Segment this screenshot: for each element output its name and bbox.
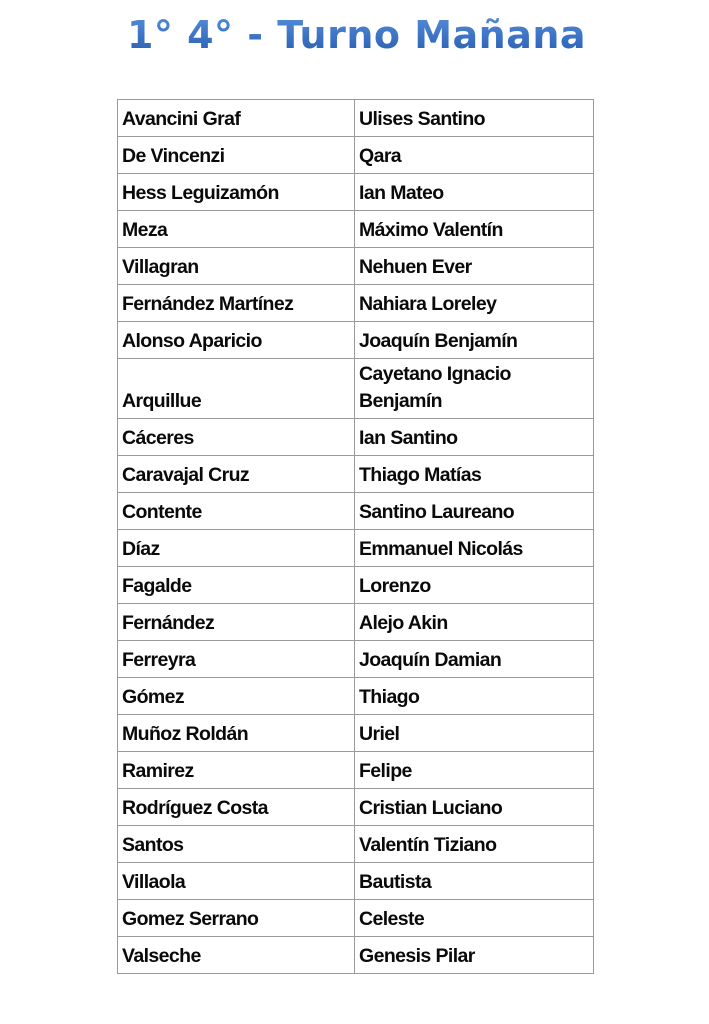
given-name-cell: Celeste bbox=[355, 900, 594, 937]
given-name-cell: Máximo Valentín bbox=[355, 211, 594, 248]
surname-cell: Meza bbox=[118, 211, 355, 248]
given-name-cell: Alejo Akin bbox=[355, 604, 594, 641]
table-row bbox=[118, 493, 594, 530]
surname-cell: Villaola bbox=[118, 863, 355, 900]
table-row bbox=[118, 863, 594, 900]
surname-cell: De Vincenzi bbox=[118, 137, 355, 174]
table-row bbox=[118, 530, 594, 567]
student-table-body bbox=[118, 100, 594, 974]
table-row bbox=[118, 937, 594, 974]
surname-cell: Fagalde bbox=[118, 567, 355, 604]
surname-cell: Gómez bbox=[118, 678, 355, 715]
table-row bbox=[118, 567, 594, 604]
surname-cell: Alonso Aparicio bbox=[118, 322, 355, 359]
surname-cell: Valseche bbox=[118, 937, 355, 974]
table-row bbox=[118, 715, 594, 752]
given-name-cell: Lorenzo bbox=[355, 567, 594, 604]
surname-cell: Ferreyra bbox=[118, 641, 355, 678]
given-name-cell: Ian Mateo bbox=[355, 174, 594, 211]
table-row bbox=[118, 322, 594, 359]
surname-cell: Fernández Martínez bbox=[118, 285, 355, 322]
surname-cell: Cáceres bbox=[118, 419, 355, 456]
given-name-cell: Uriel bbox=[355, 715, 594, 752]
given-name-cell: Thiago bbox=[355, 678, 594, 715]
given-name-cell: Nehuen Ever bbox=[355, 248, 594, 285]
table-row bbox=[118, 137, 594, 174]
table-row bbox=[118, 248, 594, 285]
given-name-cell: Joaquín Benjamín bbox=[355, 322, 594, 359]
table-row bbox=[118, 826, 594, 863]
surname-cell: Santos bbox=[118, 826, 355, 863]
page-title: 1° 4° - Turno Mañana bbox=[0, 10, 709, 60]
student-table bbox=[117, 99, 594, 974]
table-row bbox=[118, 604, 594, 641]
surname-cell: Muñoz Roldán bbox=[118, 715, 355, 752]
given-name-cell: Thiago Matías bbox=[355, 456, 594, 493]
table-row bbox=[118, 211, 594, 248]
surname-cell: Hess Leguizamón bbox=[118, 174, 355, 211]
surname-cell: Díaz bbox=[118, 530, 355, 567]
given-name-cell: Felipe bbox=[355, 752, 594, 789]
table-row bbox=[118, 100, 594, 137]
surname-cell: Caravajal Cruz bbox=[118, 456, 355, 493]
surname-cell: Gomez Serrano bbox=[118, 900, 355, 937]
table-row bbox=[118, 752, 594, 789]
given-name-cell: Genesis Pilar bbox=[355, 937, 594, 974]
surname-cell: Ramirez bbox=[118, 752, 355, 789]
given-name-cell: Cristian Luciano bbox=[355, 789, 594, 826]
given-name-cell: Emmanuel Nicolás bbox=[355, 530, 594, 567]
table-row bbox=[118, 641, 594, 678]
given-name-cell: Ian Santino bbox=[355, 419, 594, 456]
table-row bbox=[118, 456, 594, 493]
surname-cell: Fernández bbox=[118, 604, 355, 641]
table-row bbox=[118, 174, 594, 211]
surname-cell: Rodríguez Costa bbox=[118, 789, 355, 826]
table-row bbox=[118, 285, 594, 322]
given-name-cell: Joaquín Damian bbox=[355, 641, 594, 678]
table-row bbox=[118, 900, 594, 937]
given-name-cell: Cayetano Ignacio Benjamín bbox=[355, 359, 594, 419]
given-name-cell: Nahiara Loreley bbox=[355, 285, 594, 322]
given-name-cell: Ulises Santino bbox=[355, 100, 594, 137]
surname-cell: Avancini Graf bbox=[118, 100, 355, 137]
table-row bbox=[118, 419, 594, 456]
table-row bbox=[118, 359, 594, 419]
table-row bbox=[118, 678, 594, 715]
given-name-cell: Santino Laureano bbox=[355, 493, 594, 530]
given-name-cell: Bautista bbox=[355, 863, 594, 900]
surname-cell: Arquillue bbox=[118, 359, 355, 419]
surname-cell: Villagran bbox=[118, 248, 355, 285]
given-name-cell: Qara bbox=[355, 137, 594, 174]
given-name-cell: Valentín Tiziano bbox=[355, 826, 594, 863]
surname-cell: Contente bbox=[118, 493, 355, 530]
table-row bbox=[118, 789, 594, 826]
